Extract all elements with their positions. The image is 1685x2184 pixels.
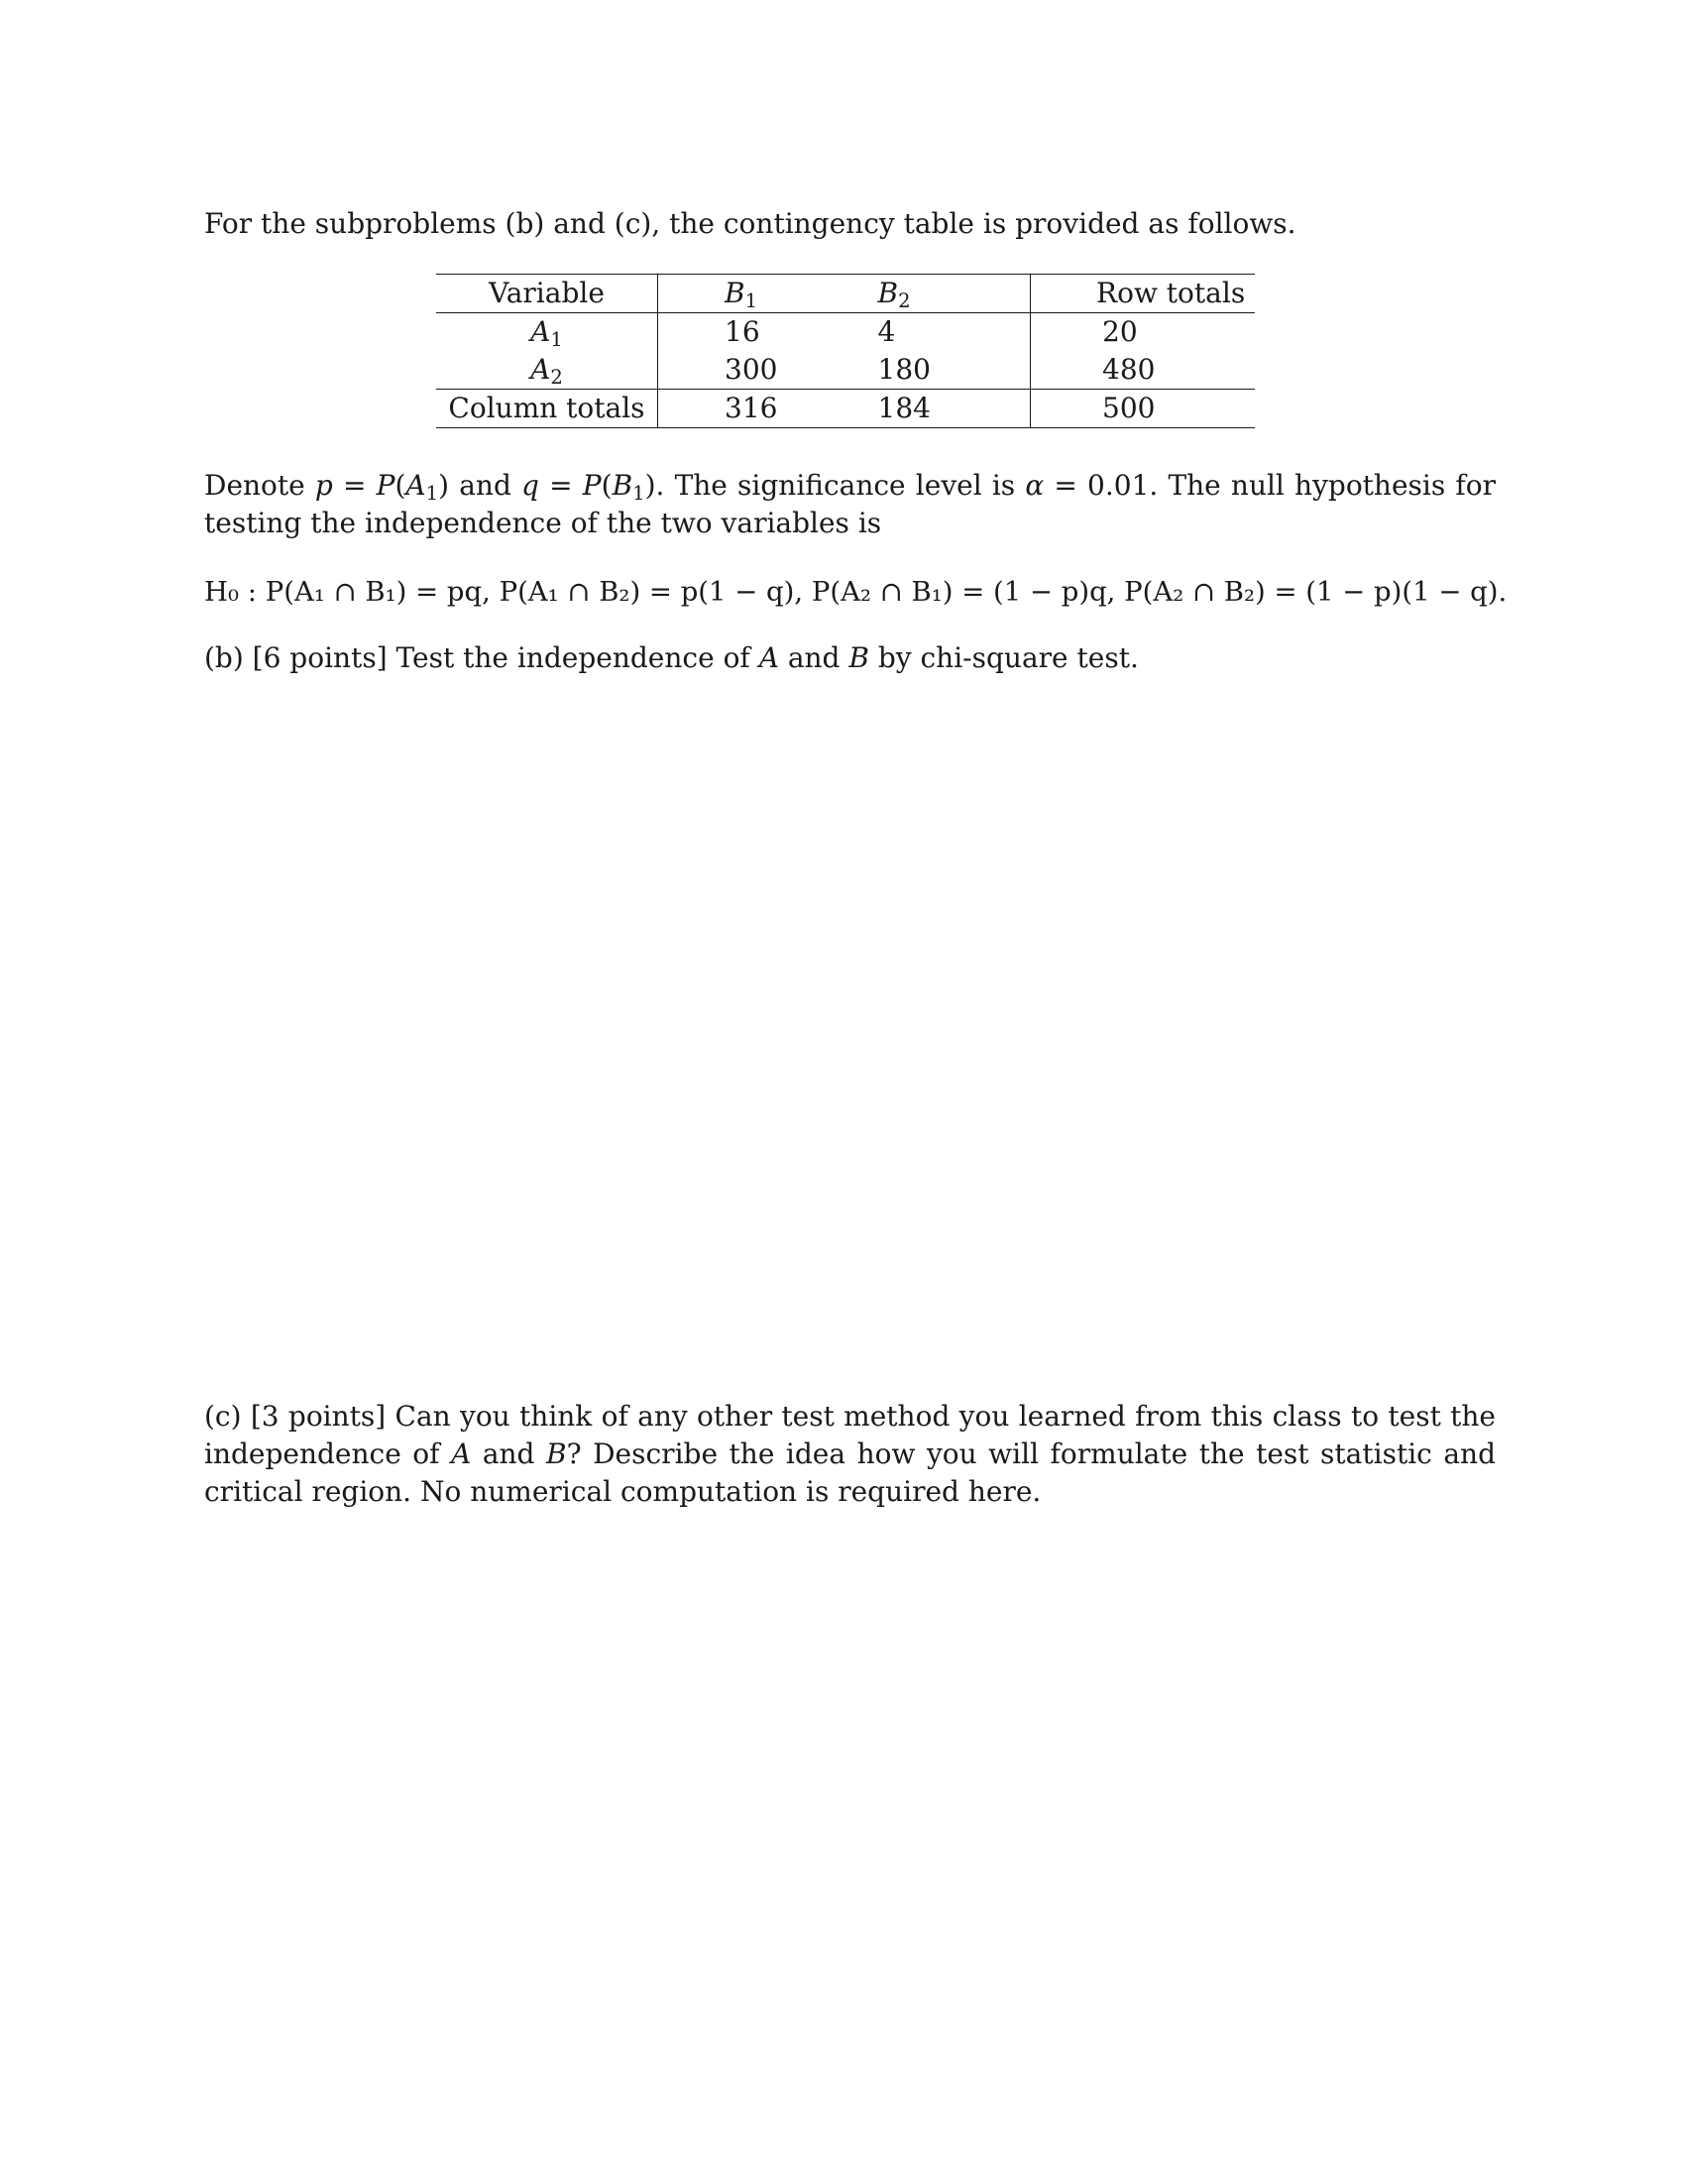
cell-total: 480 (1102, 353, 1156, 386)
grand-total: 500 (1031, 390, 1255, 428)
totals-label: Column totals (436, 390, 658, 428)
header-variable: Variable (436, 275, 658, 313)
table-row (436, 313, 1255, 352)
contingency-table (436, 274, 1255, 428)
row-label: $A_1$ (436, 313, 658, 352)
part-c-question: (c) [3 points] Can you think of any other test method you learned from this class to test the independence of A and B? Describe the idea how you will formulate the test statistic and critical region. No numerical computation is required here. (204, 1400, 1497, 1508)
cell-b1: 16 (725, 315, 760, 348)
denote-paragraph: Denote $p = P(A_1)$ and $q = P(B_1)$. The significance level is α = 0.01. The null hypothesis for testing the independence of the two variables is (204, 469, 1497, 539)
part-b-question: (b) [6 points] Test the independence of A and B by chi-square test. (204, 641, 1139, 674)
intro-text: For the subproblems (b) and (c), the contingency table is provided as follows. (204, 207, 1296, 240)
total-b2: 184 (842, 390, 1031, 428)
header-b1: $B_1$ (658, 275, 842, 313)
table-header-row (436, 275, 1255, 313)
table-row (436, 351, 1255, 390)
row-label: $A_2$ (436, 351, 658, 390)
header-row-totals: Row totals (1031, 275, 1255, 313)
table-totals-row (436, 390, 1255, 428)
cell-total: 20 (1102, 315, 1138, 348)
null-hypothesis: H₀ : P(A₁ ∩ B₁) = pq, P(A₁ ∩ B₂) = p(1 − q), P(A₂ ∩ B₁) = (1 − p)q, P(A₂ ∩ B₂) = (1 − p)(1 − q). (204, 576, 1508, 608)
cell-b2: 180 (842, 351, 1031, 390)
cell-b1: 300 (725, 353, 778, 386)
header-b2: $B_2$ (842, 275, 1031, 313)
total-b1: 316 (658, 390, 842, 428)
cell-b2: 4 (842, 313, 1031, 352)
